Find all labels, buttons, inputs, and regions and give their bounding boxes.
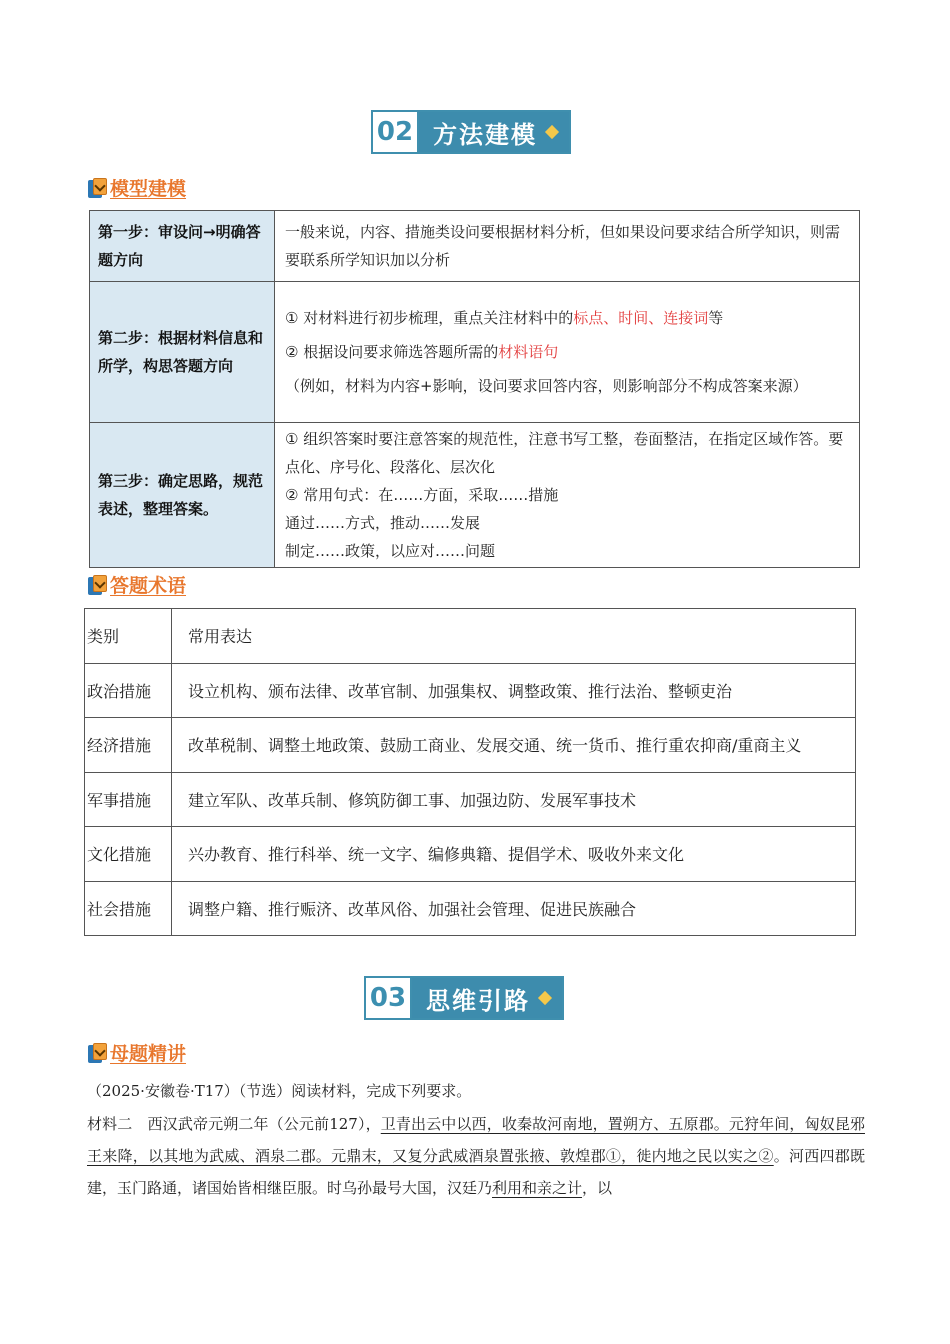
banner-number: 02 (373, 112, 419, 152)
table-header-row (85, 609, 856, 664)
notebook-pencil-icon (88, 178, 108, 198)
material-text: ，以 (582, 1179, 613, 1197)
banner-title-text: 思维引路 (426, 986, 530, 1015)
desc-line: 通过……方式，推动……发展 (285, 514, 481, 532)
desc-line (285, 335, 849, 369)
highlight-text: 标点、时间、连接词 (573, 309, 709, 327)
notebook-pencil-icon (88, 1043, 108, 1063)
highlight-text: 材料语句 (498, 343, 559, 361)
underlined-text: 利用和亲之计 (492, 1179, 583, 1197)
desc-cell (275, 282, 860, 423)
material-text: 材料二 西汉武帝元朔二年（公元前127）， (87, 1115, 381, 1133)
expression-cell: 调整户籍、推行赈济、改革风俗、加强社会管理、促进民族融合 (172, 881, 856, 936)
table-row (85, 827, 856, 882)
table-row (90, 211, 860, 282)
step-cell: 第二步：根据材料信息和所学，构思答题方向 (90, 282, 275, 423)
desc-line: 一般来说，内容、措施类设问要根据材料分析，但如果设问要求结合所学知识，则需要联系所学知识加以分析 (285, 223, 841, 269)
desc-line: （例如，材料为内容+影响，设问要求回答内容，则影响部分不构成答案来源） (285, 377, 808, 395)
expression-cell: 兴办教育、推行科举、统一文字、编修典籍、提倡学术、吸收外来文化 (172, 827, 856, 882)
section-label-terms (88, 571, 186, 598)
diamond-icon (545, 125, 559, 139)
banner-title (419, 112, 569, 152)
expression-cell: 设立机构、颁布法律、改革官制、加强集权、调整政策、推行法治、整顿吏治 (172, 663, 856, 718)
desc-text: ① 对材料进行初步梳理，重点关注材料中的 (285, 309, 574, 327)
banner-number: 03 (366, 978, 412, 1018)
terms-table (84, 608, 856, 936)
section-banner-02 (371, 110, 571, 154)
step-cell: 第一步：审设问→明确答题方向 (90, 211, 275, 282)
section-label-text: 答题术语 (110, 575, 187, 597)
header-cell: 类别 (85, 609, 172, 664)
desc-line (285, 301, 849, 335)
diamond-icon (538, 991, 552, 1005)
notebook-pencil-icon (88, 575, 108, 595)
expression-cell: 建立军队、改革兵制、修筑防御工事、加强边防、发展军事技术 (172, 772, 856, 827)
category-cell: 文化措施 (85, 827, 172, 882)
section-label-question (88, 1039, 186, 1066)
question-intro: （2025·安徽卷·T17）（节选）阅读材料，完成下列要求。 (87, 1082, 472, 1100)
section-label-text: 母题精讲 (110, 1043, 187, 1065)
banner-title-text: 方法建模 (433, 120, 537, 149)
model-table (89, 210, 860, 568)
step-cell: 第三步：确定思路，规范表述，整理答案。 (90, 423, 275, 568)
table-row (85, 718, 856, 773)
desc-line: ① 组织答案时要注意答案的规范性，注意书写工整，卷面整洁，在指定区域作答。要点化、序号化、段落化、层次化 (285, 430, 844, 476)
expression-cell: 改革税制、调整土地政策、鼓励工商业、发展交通、统一货币、推行重农抑商/重商主义 (172, 718, 856, 773)
desc-line: 制定……政策，以应对……问题 (285, 542, 496, 560)
section-label-text: 模型建模 (110, 178, 187, 200)
category-cell: 政治措施 (85, 663, 172, 718)
table-row (85, 881, 856, 936)
category-cell: 经济措施 (85, 718, 172, 773)
question-material (87, 1108, 865, 1204)
category-cell: 军事措施 (85, 772, 172, 827)
underlined-text: 卫青出云中以西，收秦故河南地，置朔方、五原郡。元狩年间，匈奴昆邪王来降，以其地为武威、酒泉二郡。元鼎末，又复分武威酒泉置张掖、敦煌郡①，徙内地之民以实之② (87, 1115, 865, 1165)
table-row (90, 423, 860, 568)
section-label-model (88, 174, 186, 201)
desc-cell (275, 423, 860, 568)
section-banner-03 (364, 976, 564, 1020)
desc-cell (275, 211, 860, 282)
table-row (85, 663, 856, 718)
table-row (85, 772, 856, 827)
desc-text: ② 根据设问要求筛选答题所需的 (285, 343, 499, 361)
header-cell: 常用表达 (172, 609, 856, 664)
desc-line: ② 常用句式：在……方面，采取……措施 (285, 486, 559, 504)
banner-title (412, 978, 562, 1018)
table-row (90, 282, 860, 423)
desc-text: 等 (708, 309, 724, 327)
category-cell: 社会措施 (85, 881, 172, 936)
material-text: 。河西四郡既建，玉门路通，诸国始皆相继臣服。时乌孙最号大国，汉廷乃 (87, 1147, 865, 1197)
